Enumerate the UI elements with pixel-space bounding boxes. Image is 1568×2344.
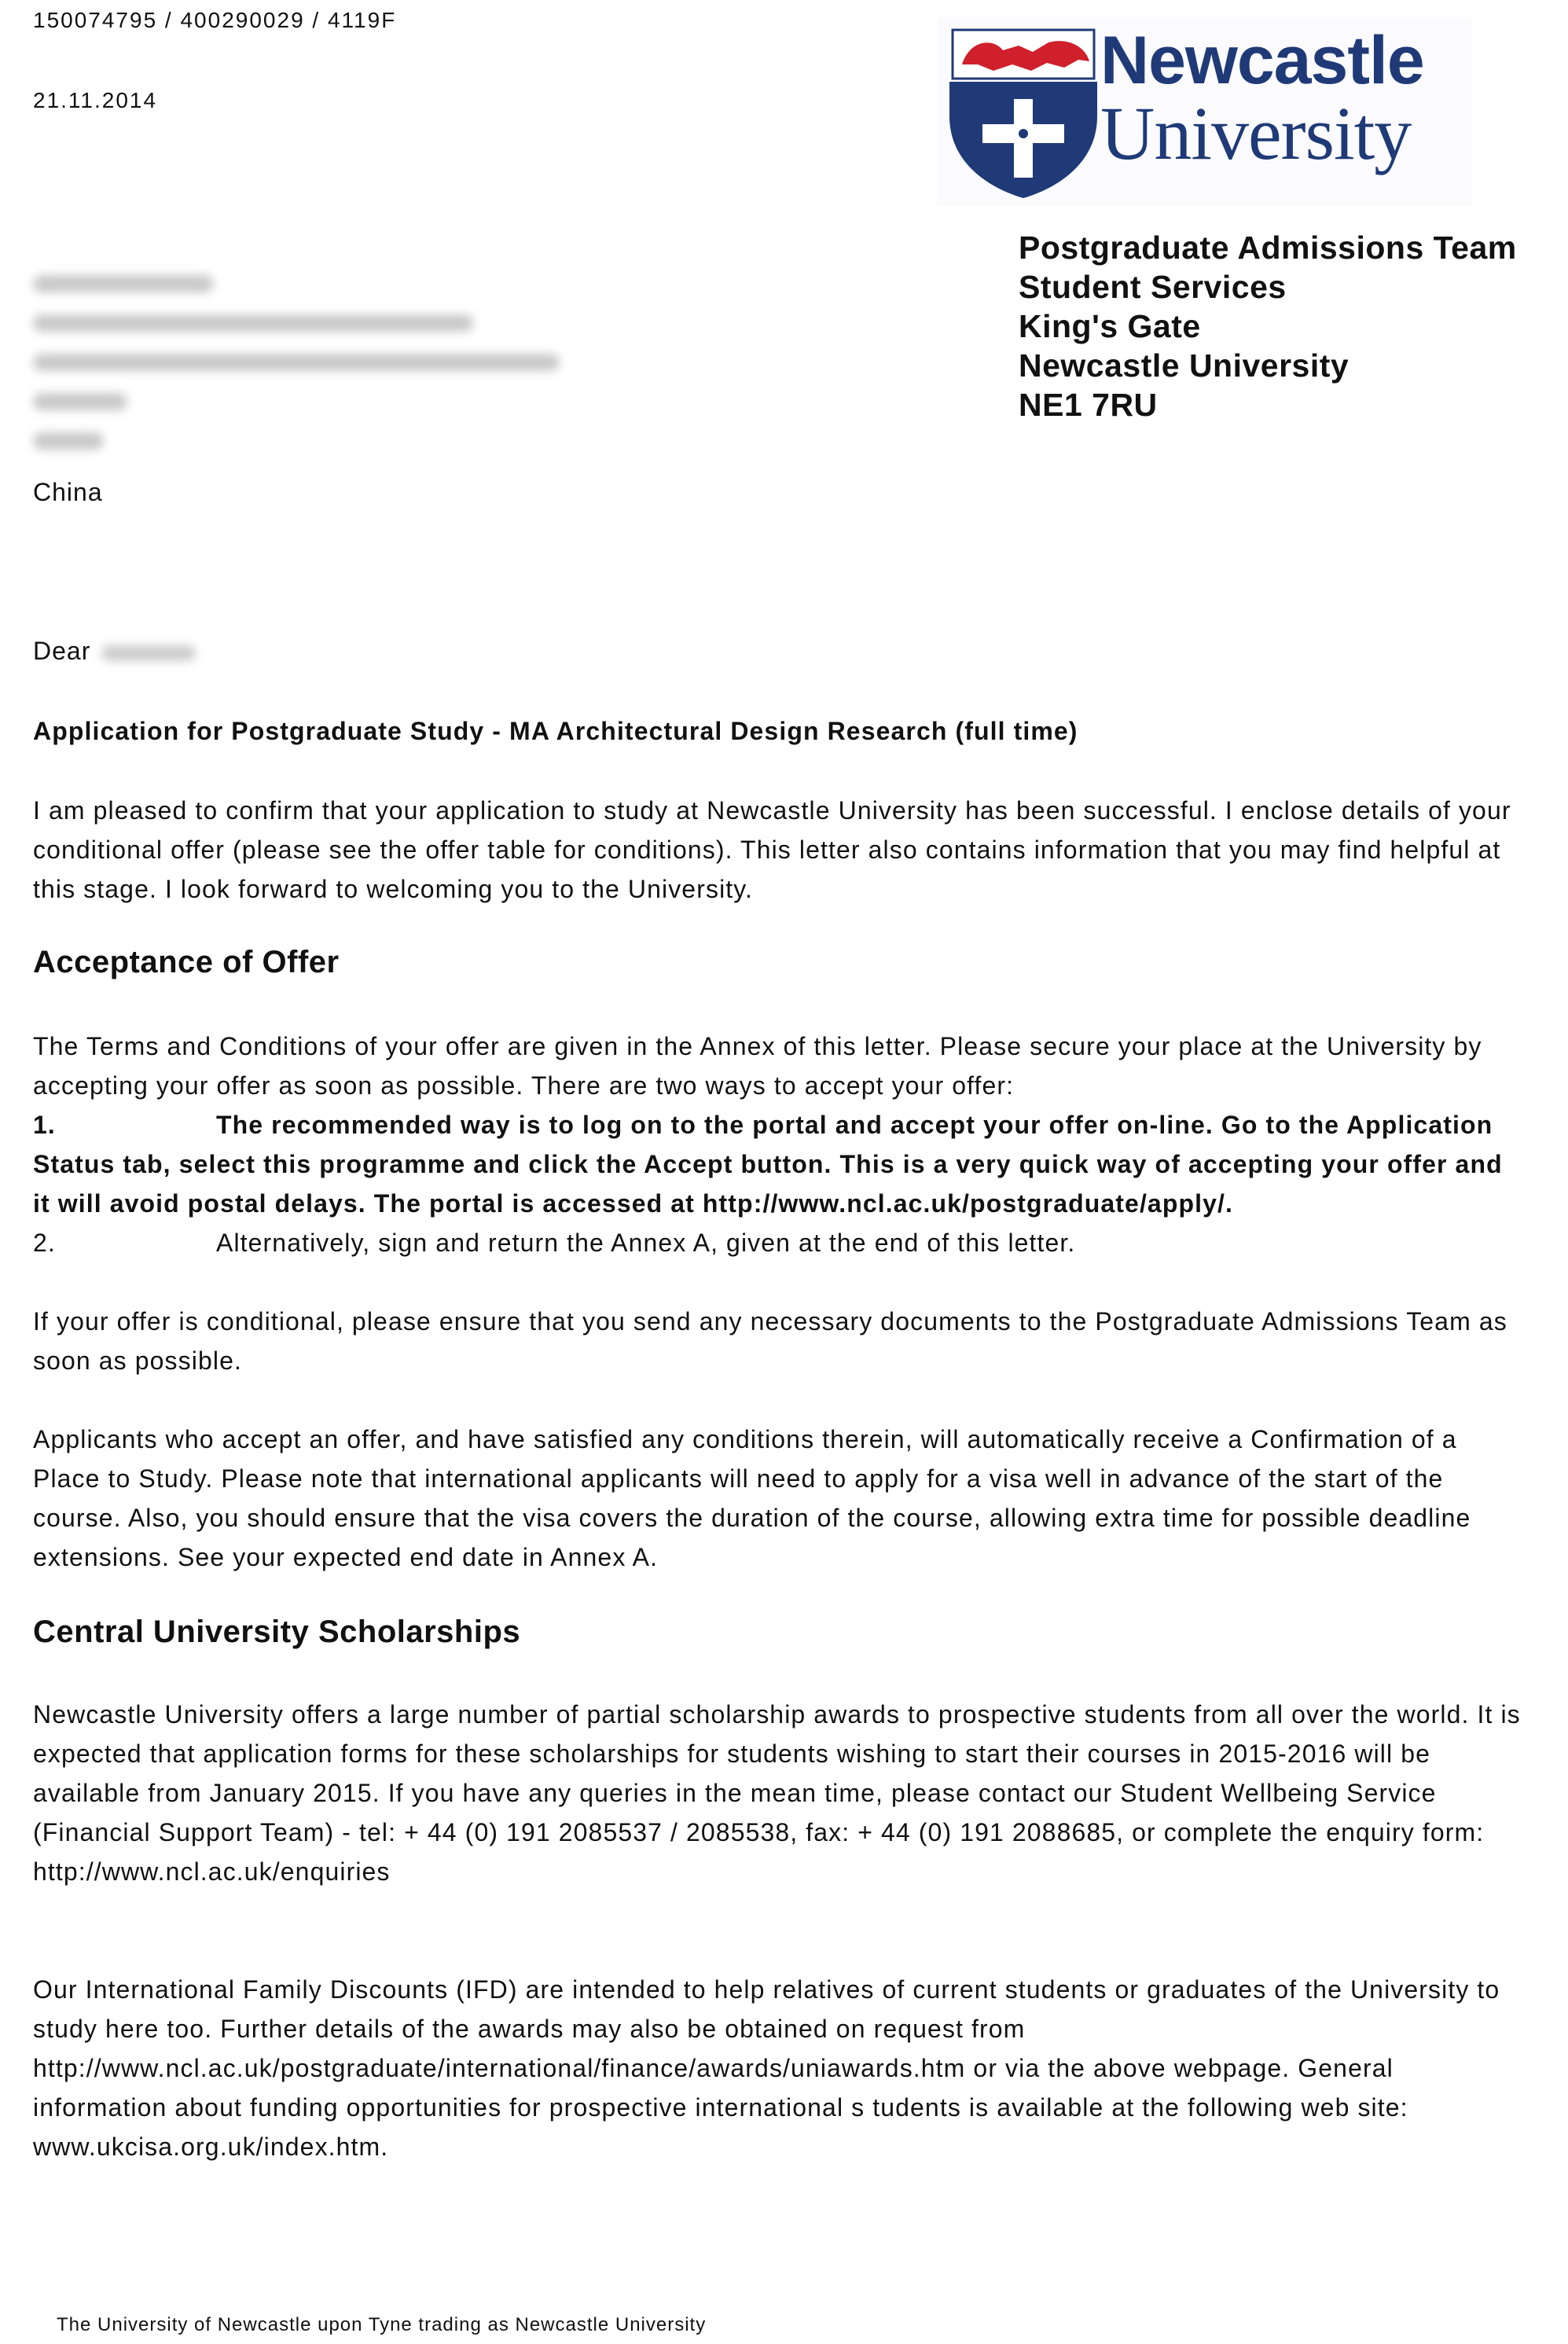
acceptance-text: The Terms and Conditions of your offer are given in the Annex of this letter. Please secure your place at the University by accepting your offer as soon as possible. There are two ways to accept your offer: [33, 1032, 1482, 1100]
list-item [33, 1223, 1526, 1262]
scholarships-paragraph-2 [33, 1970, 1526, 2166]
recipient-country: China [33, 478, 103, 506]
university-logo [937, 17, 1471, 206]
redacted-line [33, 432, 104, 450]
logo-wordmark-university: University [1100, 91, 1412, 175]
sender-line: King's Gate [1019, 308, 1201, 344]
redacted-line [33, 275, 214, 292]
list-item [33, 1105, 1526, 1223]
acceptance-section [33, 1027, 1526, 1262]
redacted-line [33, 354, 560, 371]
logo-wordmark-newcastle: Newcastle [1100, 23, 1424, 98]
list-item-number: 1. [33, 1111, 56, 1139]
redacted-name [101, 645, 196, 661]
letter-subject: Application for Postgraduate Study - MA Architectural Design Research (full time) [33, 717, 1078, 745]
redacted-line [33, 314, 473, 332]
sender-address [1019, 228, 1517, 424]
salutation-text: Dear [33, 637, 91, 665]
applicants-text: Applicants who accept an offer, and have satisfied any conditions therein, will automatically receive a Confirmation of a Place to Study. Please note that international applicants will need to apply for a visa well in advance of the start of the course. Also, you should ensure that the visa covers the duration of the course, allowing extra time for possible deadline extensions. See your expected end date in Annex A. [33, 1425, 1471, 1571]
intro-paragraph [33, 791, 1526, 909]
salutation [33, 637, 196, 666]
recipient-address-redacted [33, 275, 583, 472]
scholarships-text-1: Newcastle University offers a large number of partial scholarship awards to prospective students from all over the world. It is expected that application forms for these scholarships for students wishing to start their courses in 2015-2016 will be available from January 2015. If you have any queries in the mean time, please contact our Student Wellbeing Service (Financial Support Team) - tel: + 44 (0) 191 2085537 / 2085538, fax: + 44 (0) 191 2088685, or complete the enquiry form: http://www.ncl.ac.uk/enquiries [33, 1700, 1521, 1886]
acceptance-heading: Acceptance of Offer [33, 945, 340, 979]
shield-icon [946, 24, 1100, 201]
scholarships-text-2: Our International Family Discounts (IFD) are intended to help relatives of current students or graduates of the University to study here too. Further details of the awards may also be obtained on request from http://www.ncl.ac.uk/postgraduate/international/finance/awards/uniawards.htm or via the above webpage. General information about funding opportunities for prospective international s tudents is available at the following web site: www.ukcisa.org.uk/index.htm. [33, 1975, 1500, 2161]
list-item-text: The recommended way is to log on to the portal and accept your offer on-line. Go to the Application Status tab, select this programme and click the Accept button. This is a very quick way of accepting your offer and it will avoid postal delays. The portal is accessed at http://www.ncl.ac.uk/postgraduate/apply/. [33, 1111, 1503, 1218]
sender-line: Newcastle University [1019, 347, 1350, 384]
scholarships-heading: Central University Scholarships [33, 1615, 521, 1649]
conditional-text: If your offer is conditional, please ensure that you send any necessary documents to the Postgraduate Admissions Team as soon as possible. [33, 1307, 1507, 1375]
reference-numbers: 150074795 / 400290029 / 4119F [33, 8, 397, 32]
page-footer: The University of Newcastle upon Tyne trading as Newcastle University [57, 2314, 707, 2335]
list-item-number: 2. [33, 1229, 56, 1257]
sender-line: Student Services [1019, 269, 1287, 305]
applicants-paragraph [33, 1420, 1526, 1577]
scholarships-paragraph-1 [33, 1695, 1526, 1891]
sender-line: Postgraduate Admissions Team [1019, 230, 1517, 266]
conditional-paragraph [33, 1302, 1526, 1380]
letter-date: 21.11.2014 [33, 88, 158, 112]
sender-line: NE1 7RU [1019, 387, 1158, 423]
redacted-line [33, 393, 127, 410]
intro-text: I am pleased to confirm that your application to study at Newcastle University has been successful. I enclose details of your conditional offer (please see the offer table for conditions). This letter also contains information that you may find helpful at this stage. I look forward to welcoming you to the University. [33, 796, 1511, 903]
list-item-text: Alternatively, sign and return the Annex A, given at the end of this letter. [216, 1229, 1076, 1257]
